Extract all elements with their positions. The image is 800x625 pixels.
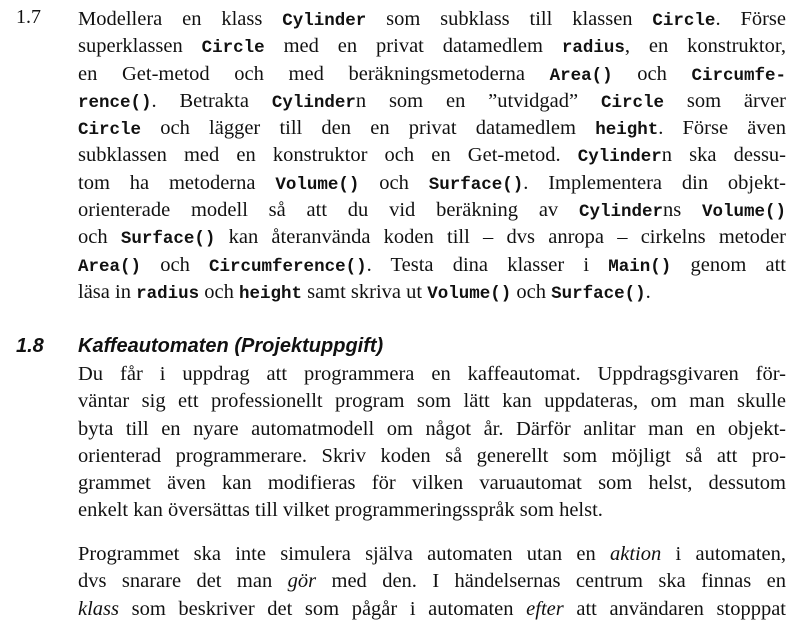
- code-identifier: Main(): [608, 256, 672, 277]
- text-line: [78, 497, 786, 524]
- body-text: ns: [662, 199, 702, 222]
- code-identifier: Volume(): [701, 202, 786, 223]
- body-text: och: [78, 226, 121, 249]
- body-text: n ska dessu-: [661, 144, 786, 167]
- text-line: [78, 416, 786, 443]
- body-text: . Förse även: [658, 117, 786, 140]
- text-line: [78, 388, 786, 415]
- text-line: [78, 568, 786, 595]
- text-line: [78, 197, 786, 224]
- code-identifier: Area(): [78, 256, 142, 277]
- code-identifier: Surface(): [120, 229, 216, 250]
- body-text: grammet även kan modifieras för vilken varuautomat som helst, dessutom: [78, 472, 786, 495]
- body-text: , en konstruktor,: [624, 35, 786, 58]
- code-identifier: rence(): [78, 92, 152, 113]
- code-identifier: Circumfe-: [691, 65, 786, 86]
- body-text: väntar sig ett professionellt program som lätt kan uppdateras, om man skulle: [78, 390, 786, 413]
- body-text: som beskriver det som pågår i automaten: [119, 597, 527, 620]
- body-text: . Förse: [715, 8, 786, 30]
- code-identifier: radius: [561, 38, 625, 59]
- body-text: genom att: [671, 253, 786, 276]
- text-line: [78, 541, 786, 568]
- section-title: Kaffeautomaten (Projektuppgift): [78, 335, 384, 357]
- text-line: [78, 33, 786, 60]
- body-text: och: [511, 280, 552, 303]
- text-line: [78, 224, 786, 251]
- body-text: och: [141, 253, 210, 276]
- body-text: som subklass till klassen: [366, 8, 653, 30]
- text-line: [78, 115, 786, 142]
- body-text: Modellera en klass: [78, 8, 283, 30]
- body-text: en Get-metod och med beräkningsmetoderna: [78, 62, 550, 85]
- body-text: och: [199, 280, 239, 303]
- code-identifier: Circle: [78, 120, 142, 141]
- body-text: . Implementera din objekt-: [523, 171, 786, 194]
- code-identifier: Cylinder: [282, 11, 367, 31]
- code-identifier: height: [238, 283, 302, 304]
- body-text: byta till en nyare automatmodell om något år. Därför anlitar man en objekt-: [78, 417, 786, 440]
- code-identifier: Circle: [201, 38, 265, 59]
- code-identifier: Circle: [600, 92, 664, 113]
- text-line: [78, 170, 786, 197]
- body-text: orienterade modell så att du vid beräkning av: [78, 199, 579, 222]
- text-line: [78, 88, 786, 115]
- body-text: . Betrakta: [151, 89, 272, 112]
- emphasis-text: klass: [78, 597, 119, 620]
- text-line: [78, 361, 786, 388]
- text-line: [78, 142, 786, 169]
- code-identifier: Circumference(): [209, 256, 367, 277]
- code-identifier: Cylinder: [578, 202, 663, 223]
- code-identifier: Cylinder: [577, 147, 662, 168]
- text-line: [78, 596, 786, 623]
- code-identifier: Surface(): [551, 283, 646, 304]
- body-text: Programmet ska inte simulera själva automaten utan en: [78, 543, 610, 565]
- text-line: [78, 61, 786, 88]
- code-identifier: Circle: [652, 11, 716, 31]
- code-identifier: radius: [136, 283, 200, 304]
- text-line: [78, 470, 786, 497]
- body-text: kan återanvända koden till – dvs anropa – cirkelns metoder: [215, 226, 786, 249]
- body-text: n som en ”utvidgad”: [355, 89, 601, 112]
- body-text: att användaren stopppat: [563, 597, 786, 620]
- paragraph-description: [78, 541, 786, 623]
- body-text: superklassen: [78, 35, 202, 58]
- body-text: och lägger till den en privat datamedlem: [141, 117, 596, 140]
- body-text: med en privat datamedlem: [264, 35, 562, 58]
- body-text: subklassen med en konstruktor och en Get-metod.: [78, 144, 578, 167]
- code-identifier: height: [595, 120, 659, 141]
- exercise-number: 1.7: [16, 6, 41, 28]
- code-identifier: Cylinder: [271, 92, 356, 113]
- code-identifier: Volume(): [427, 283, 512, 304]
- body-text: med den. I händelsernas centrum ska finnas en: [316, 570, 786, 593]
- section-number: 1.8: [16, 335, 44, 357]
- body-text: . Testa dina klasser i: [366, 253, 609, 276]
- emphasis-text: aktion: [610, 543, 662, 565]
- body-text: läsa in: [78, 280, 137, 303]
- exercise-text: [78, 6, 786, 306]
- body-text: dvs snarare det man: [78, 570, 288, 593]
- body-text: Du får i uppdrag att programmera en kaffeautomat. Uppdragsgivaren för-: [78, 363, 786, 385]
- code-identifier: Volume(): [275, 174, 360, 195]
- text-line: [78, 6, 786, 33]
- body-text: orienterad programmerare. Skriv koden så generellt som möjligt så att pro-: [78, 444, 786, 467]
- body-text: tom ha metoderna: [78, 171, 276, 194]
- body-text: och: [359, 171, 429, 194]
- paragraph-intro: [78, 361, 786, 525]
- emphasis-text: efter: [526, 597, 564, 620]
- text-line: [78, 279, 786, 306]
- body-text: enkelt kan översättas till vilket programmeringsspråk som helst.: [78, 499, 603, 522]
- body-text: .: [645, 280, 651, 303]
- text-line: [78, 443, 786, 470]
- body-text: som ärver: [664, 89, 786, 112]
- code-identifier: Surface(): [428, 174, 524, 195]
- emphasis-text: gör: [287, 570, 317, 593]
- body-text: och: [612, 62, 692, 85]
- code-identifier: Area(): [549, 65, 613, 86]
- body-text: i automaten,: [661, 543, 786, 565]
- body-text: samt skriva ut: [301, 280, 428, 303]
- text-line: [78, 252, 786, 279]
